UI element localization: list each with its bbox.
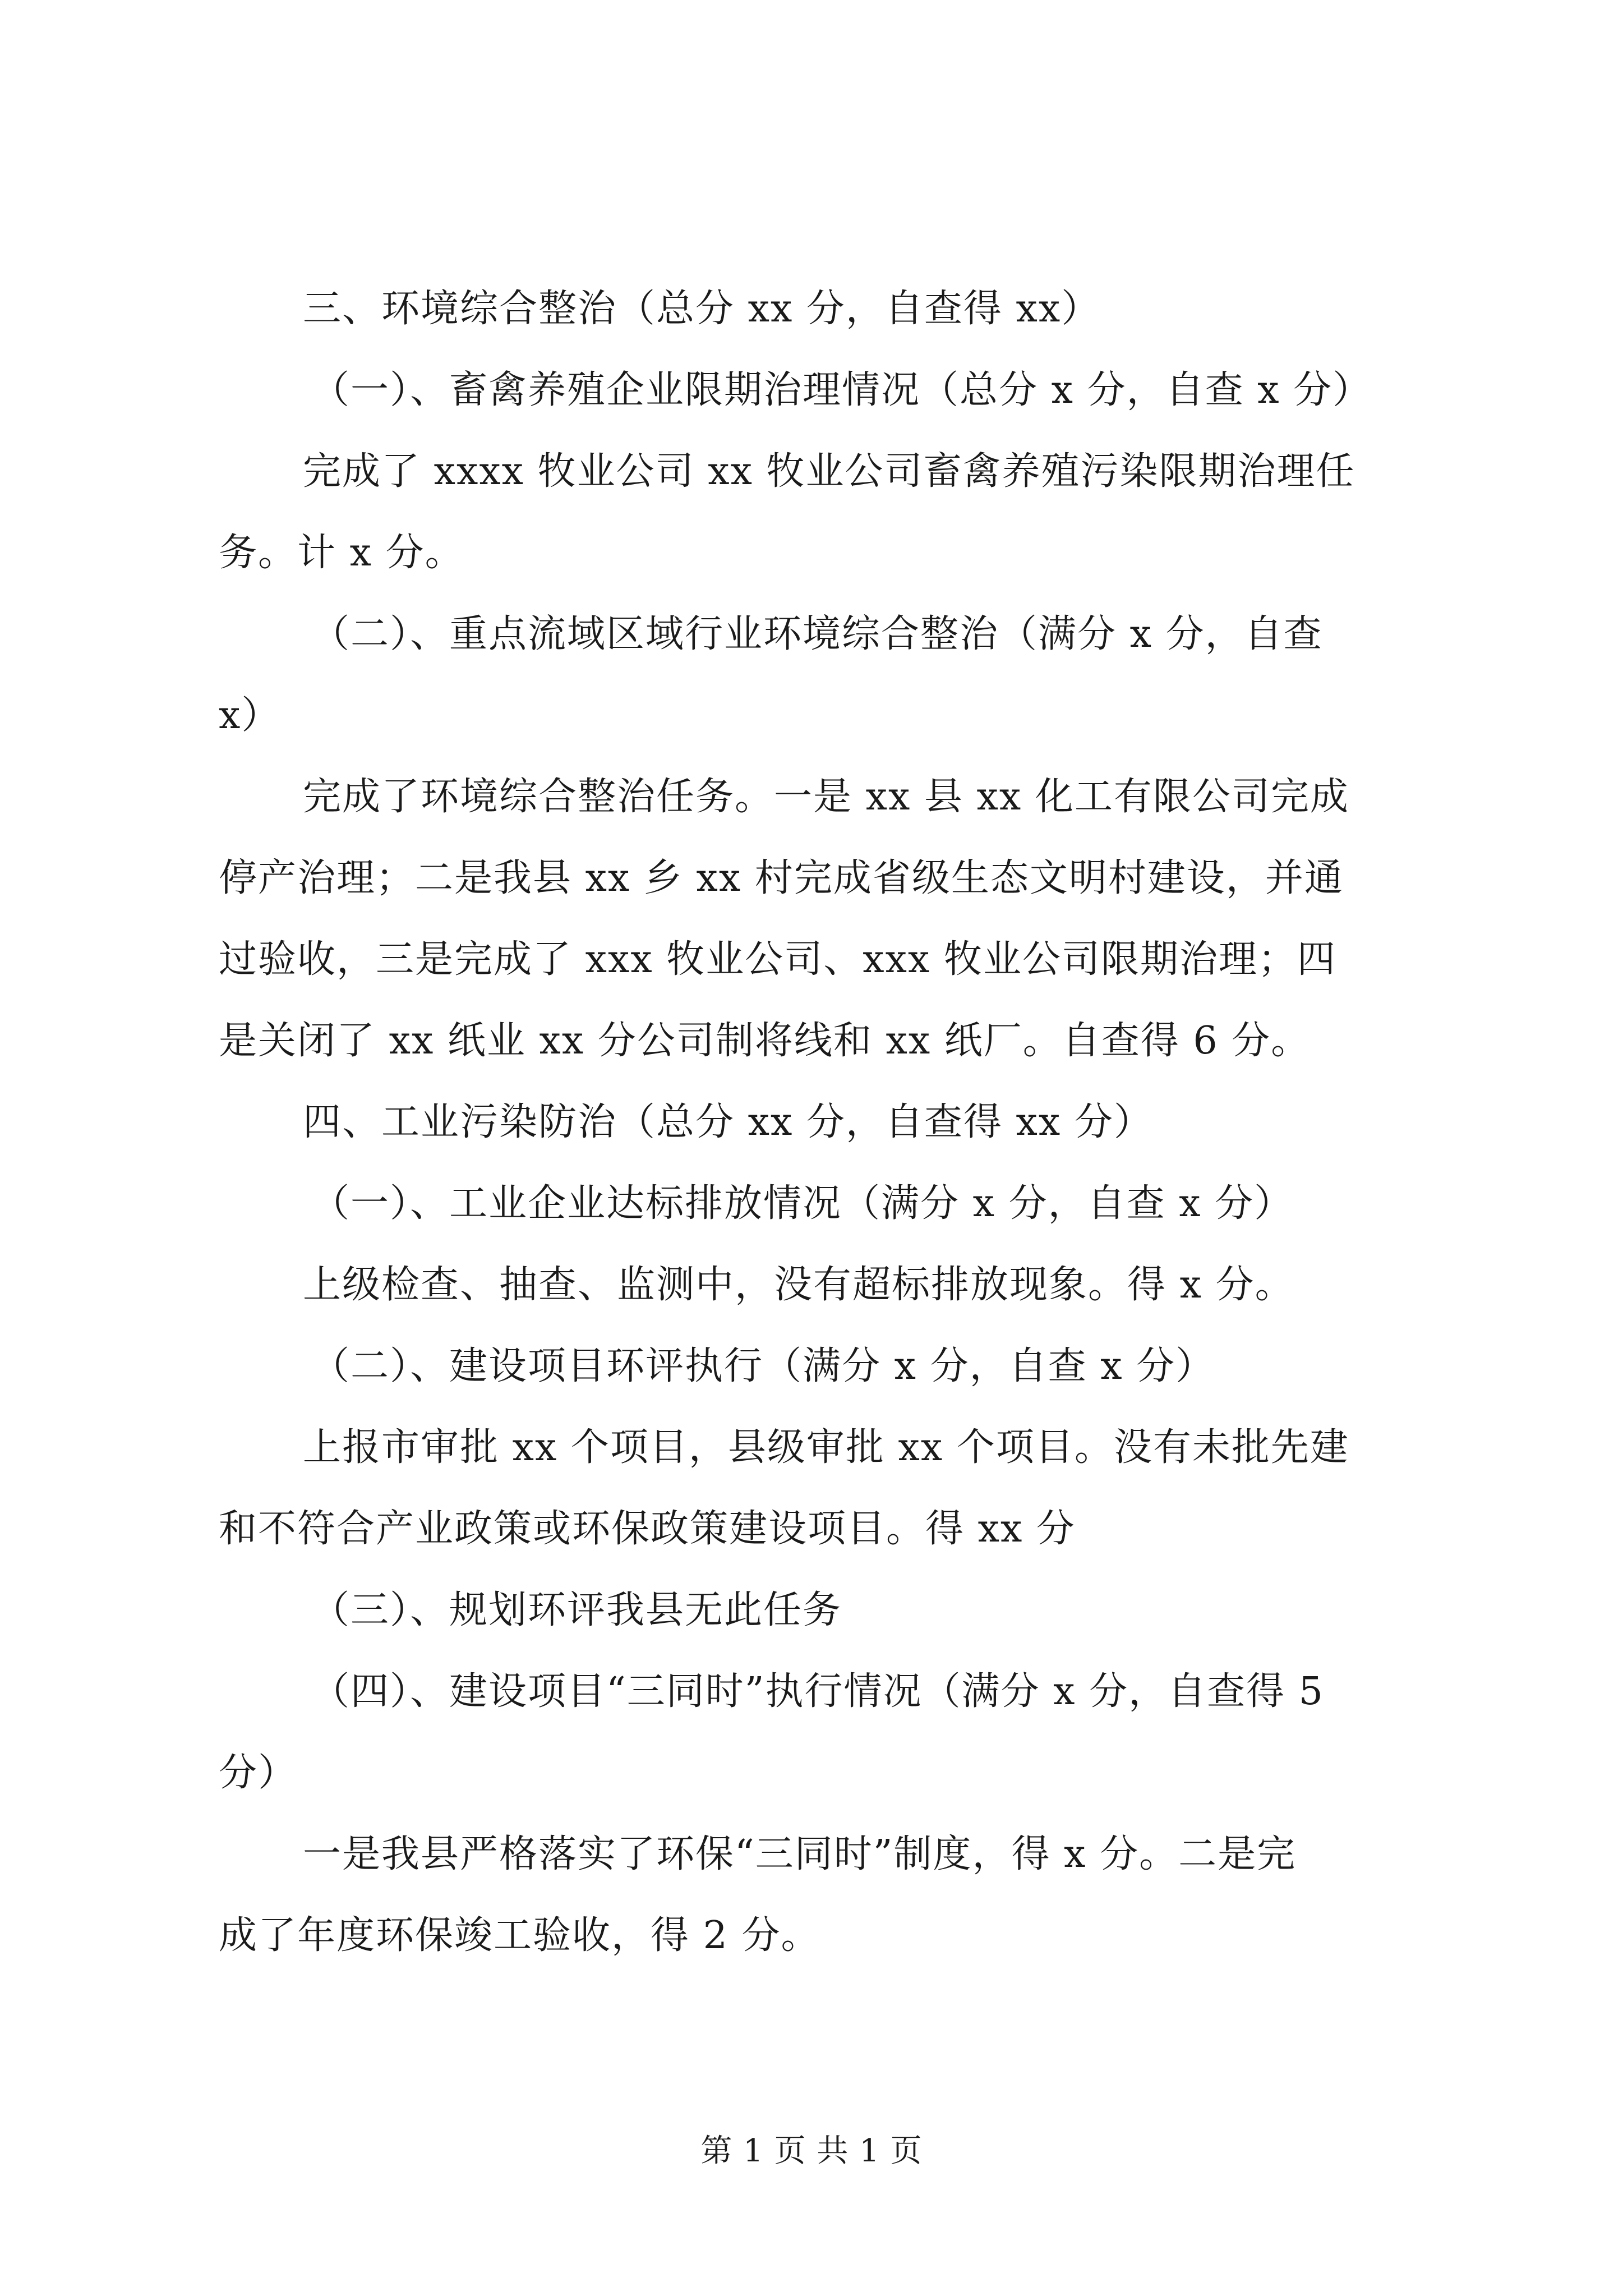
subsection-heading: （二）、重点流域区域行业环境综合整治（满分 x 分，自查 — [311, 612, 1323, 656]
paragraph-line: 上级检查、抽查、监测中，没有超标排放现象。得 x 分。 — [303, 1263, 1294, 1307]
paragraph-line: 停产治理；二是我县 xx 乡 xx 村完成省级生态文明村建设，并通 — [219, 856, 1344, 900]
paragraph-line: 完成了环境综合整治任务。一是 xx 县 xx 化工有限公司完成 — [303, 775, 1349, 819]
paragraph-line: 分） — [219, 1751, 298, 1795]
page-footer: 第 1 页 共 1 页 — [700, 2133, 923, 2169]
paragraph-line: 过验收，三是完成了 xxx 牧业公司、xxx 牧业公司限期治理；四 — [219, 937, 1336, 982]
subsection-heading: （三）、规划环评我县无此任务 — [311, 1588, 842, 1632]
subsection-heading: （一）、畜禽养殖企业限期治理情况（总分 x 分，自查 x 分） — [311, 368, 1372, 412]
subsection-heading: （四）、建设项目“三同时”执行情况（满分 x 分，自查得 5 — [311, 1669, 1324, 1714]
paragraph-line: 成了年度环保竣工验收，得 2 分。 — [219, 1913, 820, 1958]
section-heading-3: 三、环境综合整治（总分 xx 分，自查得 xx） — [303, 287, 1101, 331]
section-heading-4: 四、工业污染防治（总分 xx 分，自查得 xx 分） — [303, 1100, 1153, 1144]
paragraph-line: 是关闭了 xx 纸业 xx 分公司制将线和 xx 纸厂。自查得 6 分。 — [219, 1019, 1311, 1063]
subsection-heading: （二）、建设项目环评执行（满分 x 分，自查 x 分） — [311, 1344, 1215, 1388]
subsection-heading: （一）、工业企业达标排放情况（满分 x 分，自查 x 分） — [311, 1181, 1294, 1226]
paragraph-line: 完成了 xxxx 牧业公司 xx 牧业公司畜禽养殖污染限期治理任 — [303, 449, 1355, 494]
paragraph-line: 一是我县严格落实了环保“三同时”制度，得 x 分。二是完 — [303, 1832, 1297, 1876]
paragraph-line: x） — [219, 693, 281, 738]
paragraph-line: 务。计 x 分。 — [219, 531, 464, 575]
paragraph-line: 和不符合产业政策或环保政策建设项目。得 xx 分 — [219, 1507, 1076, 1551]
document-body — [219, 268, 1436, 1976]
paragraph-line: 上报市审批 xx 个项目，县级审批 xx 个项目。没有未批先建 — [303, 1425, 1349, 1470]
